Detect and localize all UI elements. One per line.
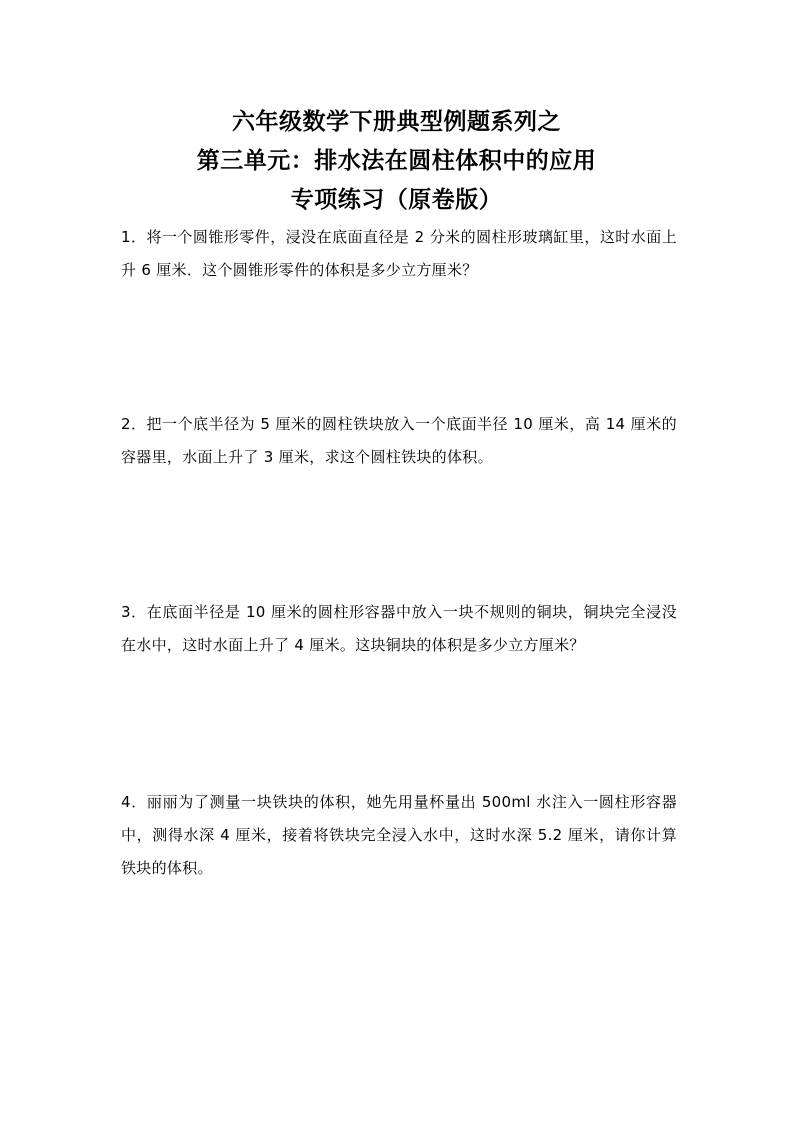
title-line-subtitle: 专项练习（原卷版）: [290, 187, 503, 213]
document-title: [0, 103, 793, 220]
title-line-series: 六年级数学下册典型例题系列之: [232, 109, 561, 135]
problem-2: 2．把一个底半径为 5 厘米的圆柱铁块放入一个底面半径 10 厘米，高 14 厘米的容器里，水面上升了 3 厘米，求这个圆柱铁块的体积。: [121, 415, 677, 466]
title-line-unit: 第三单元：排水法在圆柱体积中的应用: [196, 148, 597, 174]
problem-3: 3．在底面半径是 10 厘米的圆柱形容器中放入一块不规则的铜块，铜块完全浸没在水中，这时水面上升了 4 厘米。这块铜块的体积是多少立方厘米？: [121, 603, 677, 654]
problem-1: 1．将一个圆锥形零件，浸没在底面直径是 2 分米的圆柱形玻璃缸里，这时水面上升 6 厘米．这个圆锥形零件的体积是多少立方厘米？: [121, 228, 677, 279]
problem-4: 4．丽丽为了测量一块铁块的体积，她先用量杯量出 500ml 水注入一圆柱形容器中，测得水深 4 厘米，接着将铁块完全浸入水中，这时水深 5.2 厘米，请你计算铁块的体积。: [121, 793, 677, 877]
